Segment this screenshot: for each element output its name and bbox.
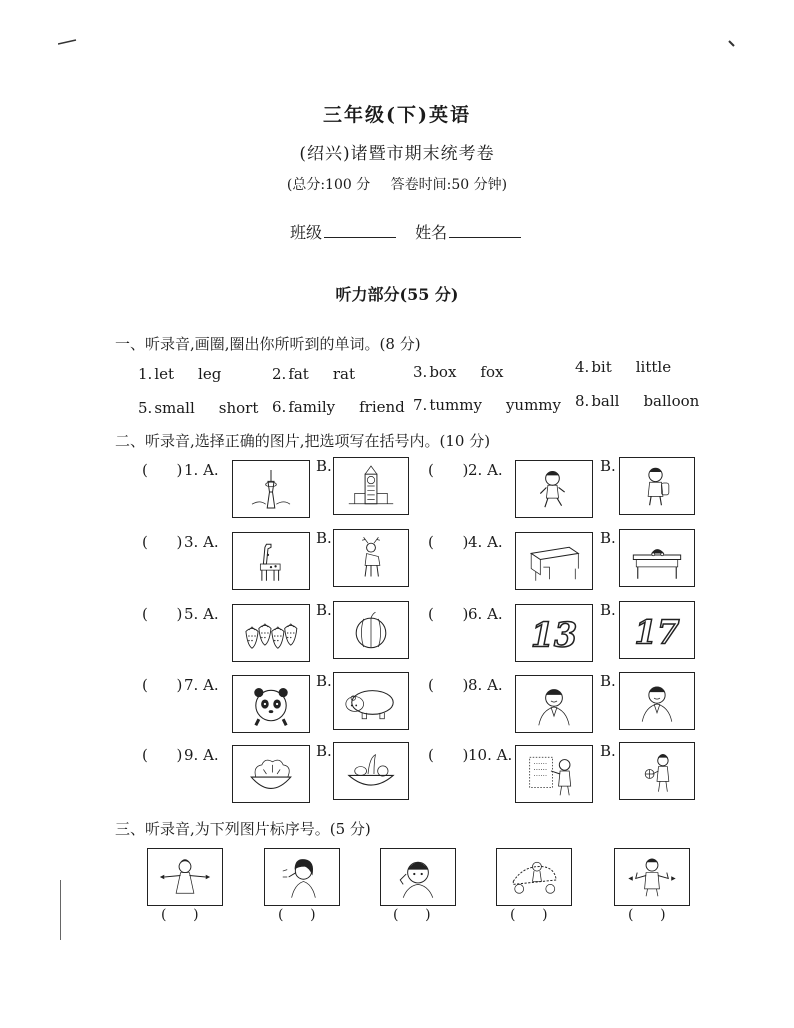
- page-title: 三年级(下)英语: [323, 104, 471, 126]
- question-number: [468, 746, 512, 764]
- word-option[interactable]: bit: [591, 358, 612, 376]
- word-pair: [413, 396, 571, 414]
- option-a-label: A.: [203, 746, 219, 764]
- word-option[interactable]: tummy: [429, 396, 482, 414]
- option-a-picture[interactable]: [232, 604, 310, 662]
- option-a-picture[interactable]: [515, 604, 593, 662]
- option-a-picture[interactable]: [515, 460, 593, 518]
- item-number: 5.: [184, 605, 199, 623]
- item-number: 7.: [184, 676, 199, 694]
- option-a-picture[interactable]: [515, 532, 593, 590]
- tower-icon: [233, 461, 309, 517]
- answer-bracket[interactable]: ( ): [161, 907, 199, 923]
- boy-on-car-icon: [497, 849, 571, 905]
- question-number: [468, 461, 503, 479]
- exam-time: 答卷时间:50 分钟): [390, 177, 508, 193]
- answer-bracket[interactable]: ( ): [510, 907, 548, 923]
- option-a-label: A.: [496, 746, 513, 764]
- item-number: 5.: [138, 399, 153, 417]
- option-b-label: B.: [316, 742, 332, 760]
- word-option[interactable]: little: [635, 358, 672, 376]
- option-b-picture[interactable]: [333, 742, 409, 800]
- item-number: 3.: [413, 363, 428, 381]
- item-number: 2.: [272, 365, 287, 383]
- option-a-label: A.: [487, 461, 503, 479]
- girl-touching-ear-icon: [265, 849, 339, 905]
- word-option[interactable]: fox: [480, 363, 504, 381]
- question-number: [184, 676, 219, 694]
- man-portrait-icon: [516, 676, 592, 732]
- desk-icon: [516, 533, 592, 589]
- option-b-picture[interactable]: [619, 672, 695, 730]
- answer-bracket[interactable]: ( ): [142, 605, 183, 623]
- answer-bracket[interactable]: ( ): [428, 746, 469, 764]
- section3-heading: 三、听录音,为下列图片标序号。(5 分): [115, 820, 371, 838]
- number-label: 13: [530, 615, 578, 655]
- word-pair: [272, 365, 365, 383]
- item-number: 9.: [184, 746, 199, 764]
- word-option[interactable]: fat: [288, 365, 309, 383]
- option-b-label: B.: [600, 457, 616, 475]
- item-number: 1.: [138, 365, 153, 383]
- deer-icon: [334, 530, 408, 586]
- panda-icon: [233, 676, 309, 732]
- number-icon: [516, 605, 592, 661]
- option-b-label: B.: [600, 529, 616, 547]
- option-a-picture[interactable]: [232, 460, 310, 518]
- giraffe-icon: [233, 533, 309, 589]
- salad-bowl-icon: [233, 746, 309, 802]
- boy-backpack-icon: [620, 458, 694, 514]
- word-pair: [272, 398, 415, 416]
- student-fields: [290, 220, 535, 243]
- word-option[interactable]: leg: [198, 365, 222, 383]
- answer-bracket[interactable]: ( ): [428, 461, 469, 479]
- answer-bracket[interactable]: ( ): [428, 676, 469, 694]
- order-picture[interactable]: [147, 848, 223, 906]
- word-pair: [138, 399, 268, 417]
- option-a-picture[interactable]: [232, 532, 310, 590]
- boy-running-icon: [516, 461, 592, 517]
- option-a-label: A.: [203, 676, 219, 694]
- word-option[interactable]: rat: [332, 365, 355, 383]
- girl-pointing-icon: [516, 746, 592, 802]
- order-picture[interactable]: [264, 848, 340, 906]
- option-b-picture[interactable]: [333, 457, 409, 515]
- option-a-label: A.: [487, 533, 503, 551]
- order-picture[interactable]: [380, 848, 456, 906]
- man-portrait-icon: [620, 673, 694, 729]
- strawberries-icon: [233, 605, 309, 661]
- option-a-label: A.: [487, 676, 503, 694]
- girl-arms-out-icon: [148, 849, 222, 905]
- word-option[interactable]: yummy: [505, 396, 561, 414]
- answer-bracket[interactable]: ( ): [278, 907, 316, 923]
- option-a-picture[interactable]: [232, 675, 310, 733]
- item-number: 8.: [468, 676, 483, 694]
- listening-heading: 听力部分(55 分): [335, 285, 459, 304]
- item-number: 8.: [575, 392, 590, 410]
- word-pair: [138, 365, 231, 383]
- hippo-icon: [334, 673, 408, 729]
- answer-bracket[interactable]: ( ): [628, 907, 666, 923]
- word-pair: [575, 392, 709, 410]
- boy-with-ball-icon: [620, 743, 694, 799]
- page-subtitle: (绍兴)诸暨市期末统考卷: [299, 144, 495, 164]
- option-b-picture[interactable]: [619, 601, 695, 659]
- class-label: 班级: [290, 223, 323, 242]
- option-b-label: B.: [600, 672, 616, 690]
- item-number: 2.: [468, 461, 483, 479]
- boy-pointing-head-icon: [381, 849, 455, 905]
- option-a-picture[interactable]: [515, 745, 593, 803]
- question-number: [184, 746, 219, 764]
- option-b-picture[interactable]: [333, 601, 409, 659]
- option-b-picture[interactable]: [619, 742, 695, 800]
- option-b-label: B.: [316, 672, 332, 690]
- item-number: 7.: [413, 396, 428, 414]
- question-number: [468, 676, 503, 694]
- scan-edge-line: [60, 880, 61, 940]
- name-field[interactable]: [449, 223, 521, 238]
- section2-heading: 二、听录音,选择正确的图片,把选项写在括号内。(10 分): [115, 432, 491, 450]
- answer-bracket[interactable]: ( ): [428, 605, 469, 623]
- number-icon: [620, 602, 694, 658]
- question-number: [468, 605, 503, 623]
- scan-mark-icon: [58, 38, 78, 46]
- question-number: [184, 605, 219, 623]
- item-number: 1.: [184, 461, 199, 479]
- answer-bracket[interactable]: ( ): [142, 461, 183, 479]
- exam-meta: [0, 174, 794, 194]
- class-field[interactable]: [324, 223, 396, 238]
- total-score: (总分:100 分: [286, 177, 371, 193]
- option-b-picture[interactable]: [619, 457, 695, 515]
- option-b-picture[interactable]: [333, 529, 409, 587]
- answer-bracket[interactable]: ( ): [393, 907, 431, 923]
- boy-showing-arms-icon: [615, 849, 689, 905]
- question-number: [468, 533, 503, 551]
- order-picture[interactable]: [614, 848, 690, 906]
- fruit-bowl-icon: [334, 743, 408, 799]
- option-a-picture[interactable]: [232, 745, 310, 803]
- option-a-label: A.: [203, 533, 219, 551]
- option-a-label: A.: [487, 605, 503, 623]
- word-option[interactable]: small: [154, 399, 195, 417]
- item-number: 6.: [272, 398, 287, 416]
- answer-bracket[interactable]: ( ): [428, 533, 469, 551]
- word-option[interactable]: friend: [359, 398, 405, 416]
- question-number: [184, 461, 219, 479]
- item-number: 4.: [575, 358, 590, 376]
- item-number: 4.: [468, 533, 483, 551]
- name-label: 姓名: [415, 223, 448, 242]
- section1-heading: 一、听录音,画圈,圈出你所听到的单词。(8 分): [115, 335, 421, 353]
- word-pair: [413, 363, 513, 381]
- word-option[interactable]: family: [288, 398, 336, 416]
- word-pair: [575, 358, 681, 376]
- option-b-label: B.: [316, 457, 332, 475]
- word-option[interactable]: short: [218, 399, 259, 417]
- answer-bracket[interactable]: ( ): [142, 533, 183, 551]
- word-option[interactable]: let: [154, 365, 175, 383]
- option-b-picture[interactable]: [333, 672, 409, 730]
- option-b-label: B.: [316, 601, 332, 619]
- number-label: 17: [634, 612, 680, 652]
- word-option[interactable]: balloon: [643, 392, 700, 410]
- option-a-label: A.: [203, 461, 219, 479]
- answer-bracket[interactable]: ( ): [142, 676, 183, 694]
- option-b-label: B.: [316, 529, 332, 547]
- option-a-picture[interactable]: [515, 675, 593, 733]
- clock-tower-icon: [334, 458, 408, 514]
- order-picture[interactable]: [496, 848, 572, 906]
- word-option[interactable]: ball: [591, 392, 620, 410]
- item-number: 10.: [468, 746, 492, 764]
- option-b-label: B.: [600, 601, 616, 619]
- watermelon-icon: [334, 602, 408, 658]
- option-b-picture[interactable]: [619, 529, 695, 587]
- word-option[interactable]: box: [429, 363, 457, 381]
- option-a-label: A.: [203, 605, 219, 623]
- answer-bracket[interactable]: ( ): [142, 746, 183, 764]
- question-number: [184, 533, 219, 551]
- item-number: 3.: [184, 533, 199, 551]
- option-b-label: B.: [600, 742, 616, 760]
- desk-with-car-icon: [620, 530, 694, 586]
- item-number: 6.: [468, 605, 483, 623]
- scan-mark-icon: [728, 40, 736, 48]
